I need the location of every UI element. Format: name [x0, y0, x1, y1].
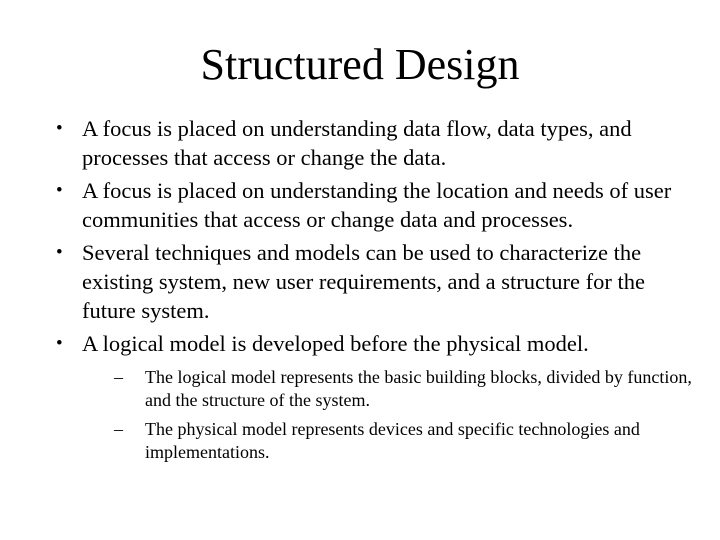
bullet-marker: • [56, 180, 63, 201]
bullet-text: A focus is placed on understanding the location and needs of user communities that access or change data and processes. [82, 178, 672, 232]
sub-bullet-item [114, 418, 692, 464]
slide-title: Structured Design [200, 40, 520, 89]
dash-marker: – [114, 367, 123, 387]
bullet-marker: • [56, 333, 63, 354]
bullet-item [52, 329, 692, 464]
sub-bullet-list [114, 366, 692, 464]
bullet-marker: • [56, 242, 63, 263]
bullet-text: Several techniques and models can be used to characterize the existing system, new user requirements, and a structure for the future system. [82, 240, 645, 323]
sub-bullet-text: The physical model represents devices and specific technologies and implementations. [145, 419, 640, 462]
bullet-text: A logical model is developed before the physical model. [82, 331, 589, 356]
sub-bullet-item [114, 366, 692, 412]
bullet-item [52, 114, 692, 172]
bullet-item [52, 238, 692, 325]
bullet-text: A focus is placed on understanding data flow, data types, and processes that access or change the data. [82, 116, 632, 170]
bullet-list [52, 114, 692, 470]
dash-marker: – [114, 419, 123, 439]
bullet-item [52, 176, 692, 234]
bullet-marker: • [56, 118, 63, 139]
sub-bullet-text: The logical model represents the basic building blocks, divided by function, and the structure of the system. [145, 367, 692, 410]
